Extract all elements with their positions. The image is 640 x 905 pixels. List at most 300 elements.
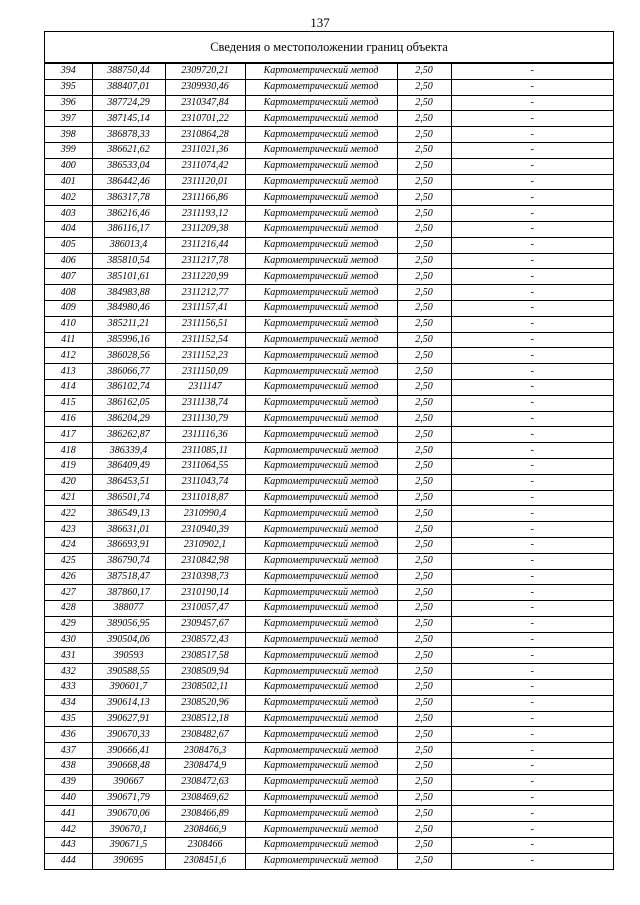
method-cell: Картометрический метод [245, 774, 397, 790]
table-row [45, 332, 613, 348]
note-cell: - [451, 569, 613, 585]
coord-x-cell: 385211,21 [92, 316, 165, 332]
method-cell: Картометрический метод [245, 680, 397, 696]
method-cell: Картометрический метод [245, 285, 397, 301]
coord-y-cell: 2309930,46 [165, 79, 245, 95]
method-cell: Картометрический метод [245, 95, 397, 111]
note-cell: - [451, 790, 613, 806]
coord-y-cell: 2311120,01 [165, 174, 245, 190]
coord-y-cell: 2308466,9 [165, 822, 245, 838]
coord-x-cell: 386549,13 [92, 506, 165, 522]
method-cell: Картометрический метод [245, 111, 397, 127]
table-row [45, 79, 613, 95]
table-row [45, 158, 613, 174]
coord-y-cell: 2308520,96 [165, 695, 245, 711]
point-number-cell: 429 [45, 616, 92, 632]
table-row [45, 458, 613, 474]
point-number-cell: 434 [45, 695, 92, 711]
note-cell: - [451, 727, 613, 743]
point-number-cell: 405 [45, 237, 92, 253]
note-cell: - [451, 632, 613, 648]
method-cell: Картометрический метод [245, 743, 397, 759]
coord-x-cell: 386442,46 [92, 174, 165, 190]
accuracy-cell: 2,50 [397, 664, 451, 680]
note-cell: - [451, 458, 613, 474]
point-number-cell: 427 [45, 585, 92, 601]
note-cell: - [451, 190, 613, 206]
coord-x-cell: 390593 [92, 648, 165, 664]
table-row [45, 853, 613, 869]
method-cell: Картометрический метод [245, 616, 397, 632]
point-number-cell: 430 [45, 632, 92, 648]
accuracy-cell: 2,50 [397, 379, 451, 395]
method-cell: Картометрический метод [245, 427, 397, 443]
method-cell: Картометрический метод [245, 585, 397, 601]
coord-x-cell: 386204,29 [92, 411, 165, 427]
accuracy-cell: 2,50 [397, 711, 451, 727]
note-cell: - [451, 711, 613, 727]
method-cell: Картометрический метод [245, 553, 397, 569]
point-number-cell: 428 [45, 601, 92, 617]
coord-x-cell: 387518,47 [92, 569, 165, 585]
accuracy-cell: 2,50 [397, 474, 451, 490]
point-number-cell: 406 [45, 253, 92, 269]
point-number-cell: 422 [45, 506, 92, 522]
coord-y-cell: 2310701,22 [165, 111, 245, 127]
coord-y-cell: 2308472,63 [165, 774, 245, 790]
accuracy-cell: 2,50 [397, 553, 451, 569]
point-number-cell: 440 [45, 790, 92, 806]
coord-x-cell: 390627,91 [92, 711, 165, 727]
point-number-cell: 407 [45, 269, 92, 285]
note-cell: - [451, 142, 613, 158]
table-row [45, 285, 613, 301]
note-cell: - [451, 838, 613, 854]
table-row [45, 490, 613, 506]
method-cell: Картометрический метод [245, 569, 397, 585]
coord-y-cell: 2311150,09 [165, 364, 245, 380]
accuracy-cell: 2,50 [397, 316, 451, 332]
accuracy-cell: 2,50 [397, 427, 451, 443]
point-number-cell: 442 [45, 822, 92, 838]
accuracy-cell: 2,50 [397, 522, 451, 538]
method-cell: Картометрический метод [245, 411, 397, 427]
point-number-cell: 439 [45, 774, 92, 790]
table-row [45, 127, 613, 143]
coord-y-cell: 2311152,54 [165, 332, 245, 348]
table-row [45, 759, 613, 775]
coord-y-cell: 2311216,44 [165, 237, 245, 253]
coord-x-cell: 386621,62 [92, 142, 165, 158]
method-cell: Картометрический метод [245, 79, 397, 95]
point-number-cell: 402 [45, 190, 92, 206]
point-number-cell: 410 [45, 316, 92, 332]
accuracy-cell: 2,50 [397, 506, 451, 522]
point-number-cell: 437 [45, 743, 92, 759]
note-cell: - [451, 300, 613, 316]
accuracy-cell: 2,50 [397, 364, 451, 380]
table-row [45, 395, 613, 411]
point-number-cell: 425 [45, 553, 92, 569]
note-cell: - [451, 806, 613, 822]
table-row [45, 174, 613, 190]
note-cell: - [451, 759, 613, 775]
note-cell: - [451, 332, 613, 348]
accuracy-cell: 2,50 [397, 537, 451, 553]
note-cell: - [451, 316, 613, 332]
note-cell: - [451, 269, 613, 285]
accuracy-cell: 2,50 [397, 443, 451, 459]
section-title: Сведения о местоположении границ объекта [45, 32, 613, 63]
accuracy-cell: 2,50 [397, 806, 451, 822]
note-cell: - [451, 853, 613, 869]
coord-y-cell: 2310190,14 [165, 585, 245, 601]
coord-x-cell: 388407,01 [92, 79, 165, 95]
accuracy-cell: 2,50 [397, 253, 451, 269]
coord-y-cell: 2311138,74 [165, 395, 245, 411]
note-cell: - [451, 822, 613, 838]
coord-x-cell: 390671,5 [92, 838, 165, 854]
coord-y-cell: 2310864,28 [165, 127, 245, 143]
point-number-cell: 413 [45, 364, 92, 380]
note-cell: - [451, 348, 613, 364]
point-number-cell: 438 [45, 759, 92, 775]
accuracy-cell: 2,50 [397, 838, 451, 854]
accuracy-cell: 2,50 [397, 743, 451, 759]
note-cell: - [451, 553, 613, 569]
method-cell: Картометрический метод [245, 806, 397, 822]
method-cell: Картометрический метод [245, 727, 397, 743]
coord-y-cell: 2311157,41 [165, 300, 245, 316]
method-cell: Картометрический метод [245, 537, 397, 553]
method-cell: Картометрический метод [245, 838, 397, 854]
table-row [45, 838, 613, 854]
accuracy-cell: 2,50 [397, 300, 451, 316]
table-row [45, 522, 613, 538]
coord-x-cell: 386631,01 [92, 522, 165, 538]
method-cell: Картометрический метод [245, 790, 397, 806]
coord-y-cell: 2310057,47 [165, 601, 245, 617]
note-cell: - [451, 664, 613, 680]
accuracy-cell: 2,50 [397, 490, 451, 506]
coord-x-cell: 386262,87 [92, 427, 165, 443]
coord-x-cell: 390670,06 [92, 806, 165, 822]
method-cell: Картометрический метод [245, 206, 397, 222]
accuracy-cell: 2,50 [397, 727, 451, 743]
coord-y-cell: 2311152,23 [165, 348, 245, 364]
coord-x-cell: 390668,48 [92, 759, 165, 775]
note-cell: - [451, 174, 613, 190]
method-cell: Картометрический метод [245, 695, 397, 711]
coord-y-cell: 2308474,9 [165, 759, 245, 775]
accuracy-cell: 2,50 [397, 348, 451, 364]
accuracy-cell: 2,50 [397, 395, 451, 411]
method-cell: Картометрический метод [245, 601, 397, 617]
accuracy-cell: 2,50 [397, 632, 451, 648]
note-cell: - [451, 443, 613, 459]
coord-y-cell: 2311147 [165, 379, 245, 395]
coord-y-cell: 2311209,38 [165, 221, 245, 237]
point-number-cell: 418 [45, 443, 92, 459]
table-row [45, 616, 613, 632]
table-row [45, 427, 613, 443]
point-number-cell: 398 [45, 127, 92, 143]
coord-x-cell: 386013,4 [92, 237, 165, 253]
accuracy-cell: 2,50 [397, 269, 451, 285]
coord-x-cell: 386878,33 [92, 127, 165, 143]
point-number-cell: 435 [45, 711, 92, 727]
point-number-cell: 423 [45, 522, 92, 538]
coord-y-cell: 2311217,78 [165, 253, 245, 269]
coord-x-cell: 386317,78 [92, 190, 165, 206]
coord-x-cell: 386339,4 [92, 443, 165, 459]
accuracy-cell: 2,50 [397, 695, 451, 711]
accuracy-cell: 2,50 [397, 64, 451, 80]
method-cell: Картометрический метод [245, 174, 397, 190]
coord-y-cell: 2308466,89 [165, 806, 245, 822]
point-number-cell: 417 [45, 427, 92, 443]
coordinates-sheet [44, 31, 614, 870]
coord-x-cell: 389056,95 [92, 616, 165, 632]
point-number-cell: 395 [45, 79, 92, 95]
point-number-cell: 411 [45, 332, 92, 348]
method-cell: Картометрический метод [245, 158, 397, 174]
coord-x-cell: 386533,04 [92, 158, 165, 174]
method-cell: Картометрический метод [245, 522, 397, 538]
point-number-cell: 394 [45, 64, 92, 80]
accuracy-cell: 2,50 [397, 411, 451, 427]
point-number-cell: 408 [45, 285, 92, 301]
method-cell: Картометрический метод [245, 332, 397, 348]
method-cell: Картометрический метод [245, 648, 397, 664]
page-number: 137 [310, 15, 330, 30]
accuracy-cell: 2,50 [397, 237, 451, 253]
method-cell: Картометрический метод [245, 300, 397, 316]
coord-x-cell: 386116,17 [92, 221, 165, 237]
point-number-cell: 426 [45, 569, 92, 585]
note-cell: - [451, 616, 613, 632]
method-cell: Картометрический метод [245, 490, 397, 506]
coord-x-cell: 387724,29 [92, 95, 165, 111]
coord-x-cell: 384980,46 [92, 300, 165, 316]
method-cell: Картометрический метод [245, 253, 397, 269]
coord-y-cell: 2311220,99 [165, 269, 245, 285]
coord-y-cell: 2308572,43 [165, 632, 245, 648]
method-cell: Картометрический метод [245, 269, 397, 285]
table-row [45, 680, 613, 696]
point-number-cell: 412 [45, 348, 92, 364]
point-number-cell: 400 [45, 158, 92, 174]
point-number-cell: 431 [45, 648, 92, 664]
point-number-cell: 441 [45, 806, 92, 822]
coord-x-cell: 386409,49 [92, 458, 165, 474]
point-number-cell: 415 [45, 395, 92, 411]
note-cell: - [451, 379, 613, 395]
method-cell: Картометрический метод [245, 443, 397, 459]
coord-y-cell: 2308476,3 [165, 743, 245, 759]
coord-x-cell: 386453,51 [92, 474, 165, 490]
coord-y-cell: 2311018,87 [165, 490, 245, 506]
accuracy-cell: 2,50 [397, 759, 451, 775]
table-row [45, 316, 613, 332]
note-cell: - [451, 285, 613, 301]
table-row [45, 601, 613, 617]
coord-y-cell: 2311166,86 [165, 190, 245, 206]
table-row [45, 64, 613, 80]
table-row [45, 537, 613, 553]
method-cell: Картометрический метод [245, 632, 397, 648]
table-row [45, 553, 613, 569]
coord-y-cell: 2310842,98 [165, 553, 245, 569]
coord-x-cell: 390588,55 [92, 664, 165, 680]
method-cell: Картометрический метод [245, 711, 397, 727]
point-number-cell: 444 [45, 853, 92, 869]
note-cell: - [451, 411, 613, 427]
coord-y-cell: 2310398,73 [165, 569, 245, 585]
method-cell: Картометрический метод [245, 822, 397, 838]
coord-y-cell: 2311156,51 [165, 316, 245, 332]
coord-x-cell: 390670,33 [92, 727, 165, 743]
coord-x-cell: 388750,44 [92, 64, 165, 80]
accuracy-cell: 2,50 [397, 174, 451, 190]
coord-x-cell: 390671,79 [92, 790, 165, 806]
table-row [45, 632, 613, 648]
method-cell: Картометрический метод [245, 395, 397, 411]
accuracy-cell: 2,50 [397, 285, 451, 301]
coord-x-cell: 386162,05 [92, 395, 165, 411]
coord-y-cell: 2310902,1 [165, 537, 245, 553]
method-cell: Картометрический метод [245, 853, 397, 869]
method-cell: Картометрический метод [245, 316, 397, 332]
table-row [45, 774, 613, 790]
point-number-cell: 419 [45, 458, 92, 474]
coord-y-cell: 2310347,84 [165, 95, 245, 111]
method-cell: Картометрический метод [245, 221, 397, 237]
table-row [45, 695, 613, 711]
note-cell: - [451, 601, 613, 617]
coord-y-cell: 2308451,6 [165, 853, 245, 869]
coord-x-cell: 386066,77 [92, 364, 165, 380]
method-cell: Картометрический метод [245, 379, 397, 395]
method-cell: Картометрический метод [245, 759, 397, 775]
table-row [45, 822, 613, 838]
coord-y-cell: 2311043,74 [165, 474, 245, 490]
coord-y-cell: 2311212,77 [165, 285, 245, 301]
table-row [45, 806, 613, 822]
method-cell: Картометрический метод [245, 237, 397, 253]
note-cell: - [451, 364, 613, 380]
coord-y-cell: 2309720,21 [165, 64, 245, 80]
note-cell: - [451, 695, 613, 711]
coord-x-cell: 390695 [92, 853, 165, 869]
accuracy-cell: 2,50 [397, 458, 451, 474]
table-row [45, 348, 613, 364]
coord-y-cell: 2308512,18 [165, 711, 245, 727]
coord-y-cell: 2311085,11 [165, 443, 245, 459]
coord-y-cell: 2308466 [165, 838, 245, 854]
point-number-cell: 436 [45, 727, 92, 743]
accuracy-cell: 2,50 [397, 332, 451, 348]
coord-y-cell: 2308469,62 [165, 790, 245, 806]
accuracy-cell: 2,50 [397, 190, 451, 206]
note-cell: - [451, 221, 613, 237]
point-number-cell: 433 [45, 680, 92, 696]
table-row [45, 506, 613, 522]
note-cell: - [451, 111, 613, 127]
note-cell: - [451, 79, 613, 95]
accuracy-cell: 2,50 [397, 95, 451, 111]
note-cell: - [451, 537, 613, 553]
table-row [45, 269, 613, 285]
coord-x-cell: 388077 [92, 601, 165, 617]
point-number-cell: 396 [45, 95, 92, 111]
method-cell: Картометрический метод [245, 474, 397, 490]
accuracy-cell: 2,50 [397, 206, 451, 222]
point-number-cell: 416 [45, 411, 92, 427]
coordinates-table-body [45, 64, 613, 870]
point-number-cell: 403 [45, 206, 92, 222]
coord-x-cell: 385996,16 [92, 332, 165, 348]
point-number-cell: 397 [45, 111, 92, 127]
accuracy-cell: 2,50 [397, 569, 451, 585]
method-cell: Картометрический метод [245, 506, 397, 522]
table-row [45, 379, 613, 395]
accuracy-cell: 2,50 [397, 221, 451, 237]
coord-x-cell: 385101,61 [92, 269, 165, 285]
accuracy-cell: 2,50 [397, 585, 451, 601]
table-row [45, 142, 613, 158]
method-cell: Картометрический метод [245, 142, 397, 158]
note-cell: - [451, 743, 613, 759]
coord-x-cell: 387860,17 [92, 585, 165, 601]
coord-y-cell: 2311074,42 [165, 158, 245, 174]
coord-y-cell: 2309457,67 [165, 616, 245, 632]
table-row [45, 664, 613, 680]
note-cell: - [451, 158, 613, 174]
table-row [45, 790, 613, 806]
table-row [45, 727, 613, 743]
coord-x-cell: 390614,13 [92, 695, 165, 711]
point-number-cell: 404 [45, 221, 92, 237]
method-cell: Картометрический метод [245, 64, 397, 80]
table-row [45, 364, 613, 380]
method-cell: Картометрический метод [245, 127, 397, 143]
coord-y-cell: 2311193,12 [165, 206, 245, 222]
coord-y-cell: 2308482,67 [165, 727, 245, 743]
accuracy-cell: 2,50 [397, 111, 451, 127]
coord-x-cell: 390504,06 [92, 632, 165, 648]
coord-y-cell: 2308502,11 [165, 680, 245, 696]
table-row [45, 411, 613, 427]
accuracy-cell: 2,50 [397, 616, 451, 632]
coord-y-cell: 2311021,36 [165, 142, 245, 158]
method-cell: Картометрический метод [245, 190, 397, 206]
note-cell: - [451, 506, 613, 522]
table-row [45, 206, 613, 222]
accuracy-cell: 2,50 [397, 853, 451, 869]
note-cell: - [451, 95, 613, 111]
note-cell: - [451, 253, 613, 269]
table-row [45, 300, 613, 316]
accuracy-cell: 2,50 [397, 790, 451, 806]
coord-y-cell: 2310990,4 [165, 506, 245, 522]
table-row [45, 221, 613, 237]
coordinates-table [45, 63, 613, 870]
coord-x-cell: 387145,14 [92, 111, 165, 127]
note-cell: - [451, 648, 613, 664]
point-number-cell: 443 [45, 838, 92, 854]
accuracy-cell: 2,50 [397, 601, 451, 617]
